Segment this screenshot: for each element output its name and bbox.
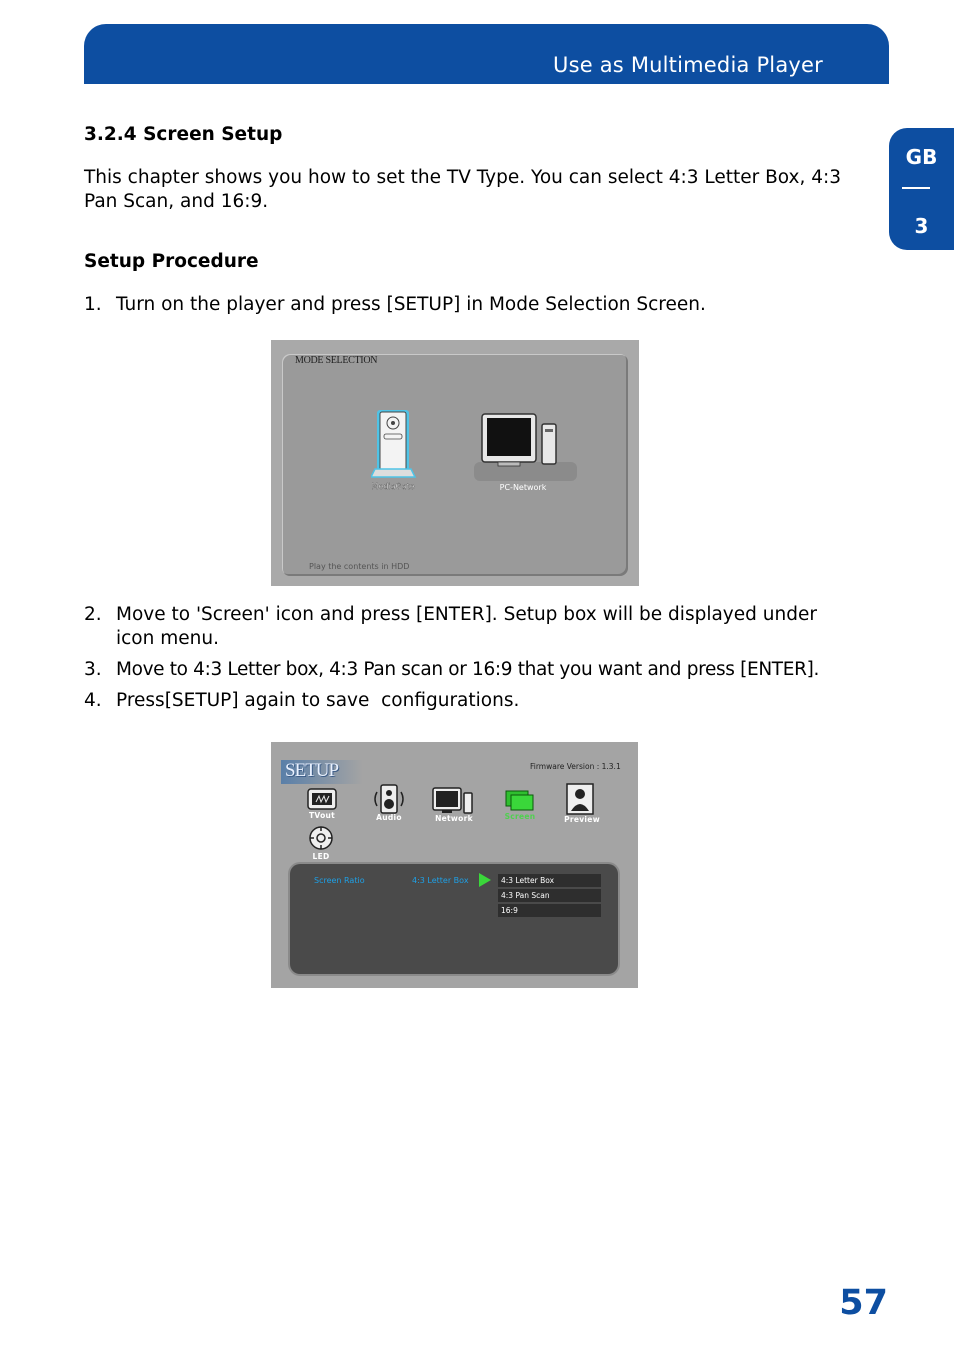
step-number: 3. (84, 659, 102, 680)
pc-monitor-icon (480, 412, 562, 468)
screen-ratio-value: 4:3 Letter Box (412, 876, 469, 885)
speaker-icon (372, 784, 406, 814)
option-pan-scan[interactable]: 4:3 Pan Scan (498, 889, 601, 902)
option-letter-box[interactable]: 4:3 Letter Box (498, 874, 601, 887)
mediagate-label: MediaGate (371, 482, 415, 491)
step-number: 2. (84, 604, 102, 625)
mode-selection-screenshot (271, 340, 639, 586)
option-16-9[interactable]: 16:9 (498, 904, 601, 917)
preview-icon (566, 783, 594, 815)
pc-network-label: PC-Network (499, 483, 547, 492)
network-icon (432, 787, 474, 815)
network-label: Network (435, 814, 473, 823)
step-text: Press[SETUP] again to save configurations. (116, 690, 520, 711)
screen-label: Screen (504, 812, 536, 821)
step-text: Move to 'Screen' icon and press [ENTER]. Setup box will be displayed under icon menu. (116, 604, 817, 649)
step-number: 4. (84, 690, 102, 711)
preview-label: Preview (564, 815, 600, 824)
page-number: 57 (839, 1283, 888, 1323)
tv-out-label: TVout (308, 811, 336, 820)
led-icon (308, 825, 334, 851)
language-label: GB (905, 145, 938, 169)
led-label: LED (312, 852, 330, 861)
step-text: Turn on the player and press [SETUP] in Mode Selection Screen. (116, 294, 706, 315)
tv-out-icon (307, 788, 337, 810)
setup-options-box (290, 864, 618, 974)
setup-screenshot (271, 742, 638, 988)
step-text: Move to 4:3 Letter box, 4:3 Pan scan or 16:9 that you want and press [ENTER]. (116, 659, 819, 680)
mode-selection-panel (282, 354, 628, 576)
screen-icon (505, 790, 535, 812)
media-player-icon (371, 409, 417, 479)
audio-label: Audio (376, 813, 402, 822)
step-number: 1. (84, 294, 102, 315)
screen-ratio-label: Screen Ratio (314, 876, 365, 885)
chapter-tab (889, 128, 954, 250)
tab-divider (902, 187, 930, 189)
section-heading: 3.2.4 Screen Setup (84, 124, 283, 145)
procedure-heading: Setup Procedure (84, 251, 259, 272)
firmware-version: Firmware Version : 1.3.1 (530, 762, 621, 771)
mode-selection-title: MODE SELECTION (295, 355, 378, 366)
setup-title: SETUP (285, 760, 339, 781)
header-bar (84, 24, 889, 84)
intro-paragraph: This chapter shows you how to set the TV Type. You can select 4:3 Letter Box, 4:3 Pan Scan, and 16:9. (84, 167, 842, 212)
play-arrow-icon (479, 873, 491, 887)
chapter-number: 3 (914, 214, 929, 238)
mode-hint-text: Play the contents in HDD (309, 562, 410, 571)
header-title: Use as Multimedia Player (553, 53, 823, 77)
